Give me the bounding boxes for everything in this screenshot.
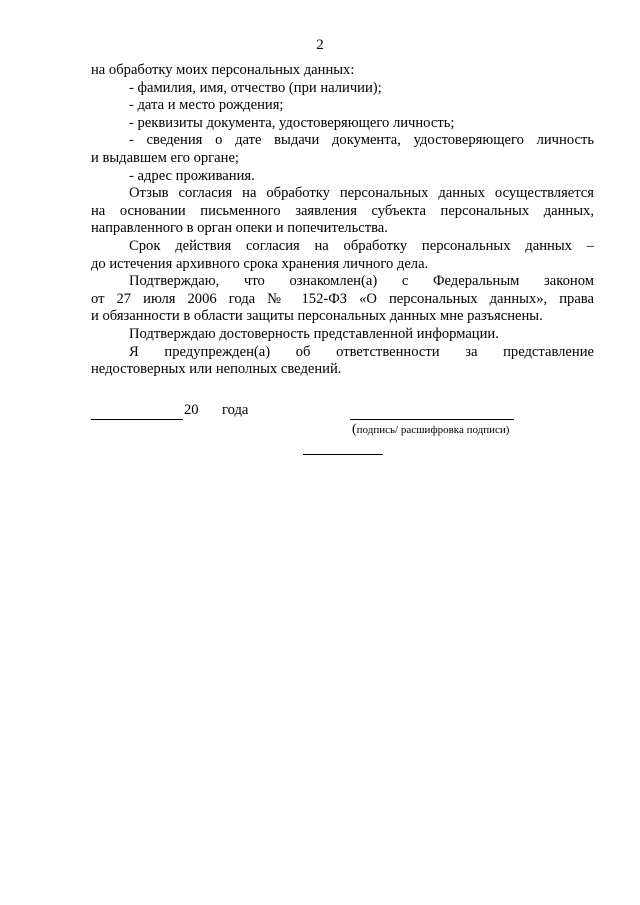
withdrawal-paragraph-line-2: на основании письменного заявления субъекта персональных данных, <box>91 202 594 219</box>
signature-caption-text: подпись/ расшифровка подписи) <box>356 424 510 436</box>
data-item-name: - фамилия, имя, отчество (при наличии); <box>129 79 382 96</box>
signature-caption-paren: ( <box>352 422 357 437</box>
data-item-id-document: - реквизиты документа, удостоверяющего личность; <box>129 114 455 131</box>
law-paragraph-line-3: и обязанности в области защиты персональных данных мне разъяснены. <box>91 308 543 325</box>
date-blank-line <box>91 419 183 420</box>
consent-intro-line: на обработку моих персональных данных: <box>91 62 355 78</box>
data-item-birth: - дата и место рождения; <box>129 97 284 114</box>
year-prefix: 20 <box>184 402 199 418</box>
warning-paragraph-line-1: Я предупрежден(а) об ответственности за представление <box>129 343 594 360</box>
accuracy-paragraph: Подтверждаю достоверность представленной информации. <box>129 325 499 342</box>
validity-paragraph-line-2: до истечения архивного срока хранения личного дела. <box>91 255 429 272</box>
withdrawal-paragraph-line-1: Отзыв согласия на обработку персональных данных осуществляется <box>129 185 594 202</box>
data-item-address: - адрес проживания. <box>129 167 255 184</box>
validity-paragraph-line-1: Срок действия согласия на обработку персональных данных – <box>129 237 594 254</box>
bottom-rule <box>303 454 383 455</box>
year-word: года <box>222 402 249 418</box>
law-paragraph-line-2: от 27 июля 2006 года № 152-ФЗ «О персональных данных», права <box>91 290 594 307</box>
data-item-issue-info: - сведения о дате выдачи документа, удостоверяющего личность <box>129 132 594 149</box>
page-number: 2 <box>316 37 324 53</box>
signature-caption <box>352 422 509 438</box>
data-item-issue-info-cont: и выдавшем его органе; <box>91 149 239 166</box>
law-paragraph-line-1: Подтверждаю, что ознакомлен(а) с Федеральным законом <box>129 273 594 290</box>
consent-body <box>91 62 594 379</box>
signature-row <box>0 402 640 422</box>
signature-blank-line <box>350 419 514 420</box>
withdrawal-paragraph-line-3: направленного в орган опеки и попечительства. <box>91 220 388 237</box>
warning-paragraph-line-2: недостоверных или неполных сведений. <box>91 361 342 378</box>
